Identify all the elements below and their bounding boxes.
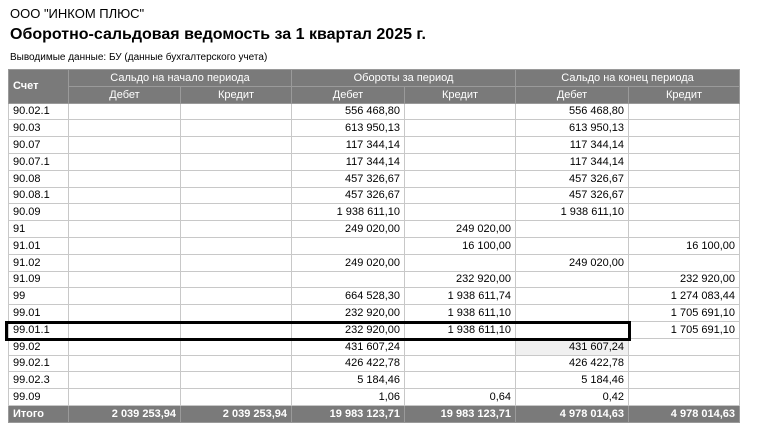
closing-debit-cell[interactable] [516, 288, 629, 305]
turnover-credit-cell[interactable] [405, 338, 516, 355]
opening-debit-cell[interactable] [69, 321, 181, 338]
account-cell[interactable]: 91.09 [9, 271, 69, 288]
closing-debit-cell[interactable]: 0,42 [516, 389, 629, 406]
account-cell[interactable]: 99.02.1 [9, 355, 69, 372]
table-row[interactable] [9, 221, 740, 238]
opening-credit-cell[interactable] [181, 221, 292, 238]
org-name: ООО "ИНКОМ ПЛЮС" [10, 6, 145, 21]
closing-debit-cell[interactable]: 426 422,78 [516, 355, 629, 372]
table-row[interactable] [9, 254, 740, 271]
table-row[interactable] [9, 120, 740, 137]
closing-debit-cell[interactable]: 431 607,24 [516, 338, 629, 355]
account-cell[interactable]: 90.02.1 [9, 103, 69, 120]
turnover-debit-cell[interactable]: 457 326,67 [292, 170, 405, 187]
turnover-debit-cell[interactable]: 426 422,78 [292, 355, 405, 372]
column-header-account[interactable]: Счет [9, 70, 69, 104]
turnover-credit-cell[interactable]: 1 938 611,10 [405, 305, 516, 322]
column-header-closing-debit[interactable]: Дебет [516, 86, 629, 103]
turnover-debit-cell[interactable] [292, 271, 405, 288]
closing-debit-cell[interactable] [516, 221, 629, 238]
column-header-turnover-credit[interactable]: Кредит [405, 86, 516, 103]
account-cell[interactable]: 90.03 [9, 120, 69, 137]
table-row[interactable] [9, 288, 740, 305]
turnover-credit-cell[interactable] [405, 170, 516, 187]
turnover-balance-table [8, 69, 740, 423]
closing-credit-cell[interactable] [629, 204, 740, 221]
report-title: Оборотно-сальдовая ведомость за 1 квартал 2025 г. [10, 26, 426, 43]
closing-credit-cell[interactable] [629, 170, 740, 187]
opening-credit-cell[interactable] [181, 305, 292, 322]
table-row[interactable] [9, 271, 740, 288]
opening-credit-cell[interactable] [181, 137, 292, 154]
turnover-debit-cell[interactable]: 249 020,00 [292, 221, 405, 238]
table-row[interactable] [9, 187, 740, 204]
closing-debit-cell[interactable] [516, 237, 629, 254]
turnover-debit-cell[interactable]: 232 920,00 [292, 305, 405, 322]
table-row[interactable] [9, 153, 740, 170]
opening-debit-cell[interactable] [69, 103, 181, 120]
turnover-credit-cell[interactable] [405, 204, 516, 221]
table-row[interactable] [9, 389, 740, 406]
opening-credit-cell[interactable] [181, 237, 292, 254]
turnover-credit-cell[interactable]: 16 100,00 [405, 237, 516, 254]
closing-credit-cell[interactable] [629, 338, 740, 355]
opening-credit-cell[interactable] [181, 187, 292, 204]
opening-debit-cell[interactable] [69, 120, 181, 137]
account-cell[interactable]: 99.02 [9, 338, 69, 355]
column-header-turnover-debit[interactable]: Дебет [292, 86, 405, 103]
account-cell[interactable]: 90.07 [9, 137, 69, 154]
table-row[interactable] [9, 305, 740, 322]
turnover-debit-cell[interactable]: 556 468,80 [292, 103, 405, 120]
table-row[interactable] [9, 170, 740, 187]
opening-debit-cell[interactable] [69, 305, 181, 322]
opening-debit-cell[interactable] [69, 288, 181, 305]
closing-debit-cell[interactable] [516, 271, 629, 288]
column-header-opening-balance[interactable]: Сальдо на начало периода [69, 70, 292, 87]
closing-credit-cell[interactable]: 1 705 691,10 [629, 321, 740, 338]
closing-credit-cell[interactable]: 232 920,00 [629, 271, 740, 288]
closing-credit-cell[interactable] [629, 137, 740, 154]
total-label: Итого [9, 405, 69, 422]
account-cell[interactable]: 99.01 [9, 305, 69, 322]
opening-credit-cell[interactable] [181, 271, 292, 288]
turnover-credit-cell[interactable] [405, 137, 516, 154]
opening-debit-cell[interactable] [69, 338, 181, 355]
closing-credit-cell[interactable] [629, 120, 740, 137]
opening-credit-cell[interactable] [181, 153, 292, 170]
report-subtitle: Выводимые данные: БУ (данные бухгалтерского учета) [10, 52, 268, 63]
total-closing-credit[interactable]: 4 978 014,63 [629, 405, 740, 422]
closing-credit-cell[interactable]: 16 100,00 [629, 237, 740, 254]
closing-credit-cell[interactable] [629, 153, 740, 170]
opening-credit-cell[interactable] [181, 321, 292, 338]
opening-credit-cell[interactable] [181, 170, 292, 187]
closing-debit-cell[interactable]: 117 344,14 [516, 153, 629, 170]
turnover-debit-cell[interactable]: 232 920,00 [292, 321, 405, 338]
account-cell[interactable]: 99.01.1 [9, 321, 69, 338]
turnover-debit-cell[interactable]: 117 344,14 [292, 153, 405, 170]
opening-credit-cell[interactable] [181, 389, 292, 406]
turnover-debit-cell[interactable]: 1,06 [292, 389, 405, 406]
total-turnover-credit[interactable]: 19 983 123,71 [405, 405, 516, 422]
account-cell[interactable]: 99.09 [9, 389, 69, 406]
turnover-debit-cell[interactable]: 5 184,46 [292, 372, 405, 389]
closing-credit-cell[interactable] [629, 187, 740, 204]
table-row[interactable] [9, 204, 740, 221]
turnover-credit-cell[interactable]: 232 920,00 [405, 271, 516, 288]
closing-debit-cell[interactable]: 5 184,46 [516, 372, 629, 389]
column-header-closing-credit[interactable]: Кредит [629, 86, 740, 103]
opening-debit-cell[interactable] [69, 237, 181, 254]
turnover-debit-cell[interactable]: 457 326,67 [292, 187, 405, 204]
opening-debit-cell[interactable] [69, 389, 181, 406]
turnover-debit-cell[interactable]: 117 344,14 [292, 137, 405, 154]
closing-credit-cell[interactable] [629, 221, 740, 238]
total-closing-debit[interactable]: 4 978 014,63 [516, 405, 629, 422]
closing-debit-cell[interactable]: 249 020,00 [516, 254, 629, 271]
closing-debit-cell[interactable]: 457 326,67 [516, 187, 629, 204]
closing-debit-cell[interactable]: 1 938 611,10 [516, 204, 629, 221]
turnover-credit-cell[interactable]: 249 020,00 [405, 221, 516, 238]
closing-debit-cell[interactable] [516, 305, 629, 322]
column-header-closing-balance[interactable]: Сальдо на конец периода [516, 70, 740, 87]
total-opening-credit[interactable]: 2 039 253,94 [181, 405, 292, 422]
closing-credit-cell[interactable] [629, 103, 740, 120]
opening-debit-cell[interactable] [69, 153, 181, 170]
opening-debit-cell[interactable] [69, 271, 181, 288]
opening-debit-cell[interactable] [69, 187, 181, 204]
table-row[interactable] [9, 355, 740, 372]
account-cell[interactable]: 90.07.1 [9, 153, 69, 170]
turnover-debit-cell[interactable]: 613 950,13 [292, 120, 405, 137]
turnover-credit-cell[interactable] [405, 372, 516, 389]
turnover-credit-cell[interactable] [405, 120, 516, 137]
closing-debit-cell[interactable]: 613 950,13 [516, 120, 629, 137]
account-cell[interactable]: 90.09 [9, 204, 69, 221]
opening-debit-cell[interactable] [69, 254, 181, 271]
account-cell[interactable]: 90.08.1 [9, 187, 69, 204]
column-header-opening-credit[interactable]: Кредит [181, 86, 292, 103]
opening-credit-cell[interactable] [181, 372, 292, 389]
turnover-credit-cell[interactable]: 1 938 611,10 [405, 321, 516, 338]
turnover-debit-cell[interactable]: 664 528,30 [292, 288, 405, 305]
turnover-credit-cell[interactable]: 1 938 611,74 [405, 288, 516, 305]
table-row[interactable] [9, 372, 740, 389]
turnover-credit-cell[interactable] [405, 153, 516, 170]
account-cell[interactable]: 91.02 [9, 254, 69, 271]
turnover-debit-cell[interactable] [292, 237, 405, 254]
closing-credit-cell[interactable] [629, 355, 740, 372]
closing-credit-cell[interactable] [629, 389, 740, 406]
opening-credit-cell[interactable] [181, 204, 292, 221]
column-header-opening-debit[interactable]: Дебет [69, 86, 181, 103]
closing-debit-cell[interactable]: 117 344,14 [516, 137, 629, 154]
opening-credit-cell[interactable] [181, 355, 292, 372]
column-header-turnover[interactable]: Обороты за период [292, 70, 516, 87]
account-cell[interactable]: 99.02.3 [9, 372, 69, 389]
opening-credit-cell[interactable] [181, 103, 292, 120]
table-row[interactable] [9, 137, 740, 154]
closing-credit-cell[interactable] [629, 254, 740, 271]
total-opening-debit[interactable]: 2 039 253,94 [69, 405, 181, 422]
closing-debit-cell[interactable] [516, 321, 629, 338]
total-turnover-debit[interactable]: 19 983 123,71 [292, 405, 405, 422]
opening-credit-cell[interactable] [181, 288, 292, 305]
turnover-credit-cell[interactable] [405, 355, 516, 372]
opening-credit-cell[interactable] [181, 254, 292, 271]
turnover-credit-cell[interactable] [405, 103, 516, 120]
closing-credit-cell[interactable]: 1 274 083,44 [629, 288, 740, 305]
opening-credit-cell[interactable] [181, 338, 292, 355]
opening-debit-cell[interactable] [69, 170, 181, 187]
opening-credit-cell[interactable] [181, 120, 292, 137]
turnover-debit-cell[interactable]: 249 020,00 [292, 254, 405, 271]
opening-debit-cell[interactable] [69, 221, 181, 238]
turnover-credit-cell[interactable]: 0,64 [405, 389, 516, 406]
turnover-debit-cell[interactable]: 1 938 611,10 [292, 204, 405, 221]
opening-debit-cell[interactable] [69, 355, 181, 372]
table-row[interactable] [9, 103, 740, 120]
closing-credit-cell[interactable]: 1 705 691,10 [629, 305, 740, 322]
total-row[interactable] [9, 405, 740, 422]
closing-debit-cell[interactable]: 457 326,67 [516, 170, 629, 187]
closing-credit-cell[interactable] [629, 372, 740, 389]
account-cell[interactable]: 90.08 [9, 170, 69, 187]
table-row[interactable] [9, 237, 740, 254]
turnover-debit-cell[interactable]: 431 607,24 [292, 338, 405, 355]
account-cell[interactable]: 91 [9, 221, 69, 238]
account-cell[interactable]: 99 [9, 288, 69, 305]
table-row[interactable] [9, 321, 740, 338]
opening-debit-cell[interactable] [69, 137, 181, 154]
table-row[interactable] [9, 338, 740, 355]
opening-debit-cell[interactable] [69, 372, 181, 389]
turnover-credit-cell[interactable] [405, 254, 516, 271]
opening-debit-cell[interactable] [69, 204, 181, 221]
turnover-credit-cell[interactable] [405, 187, 516, 204]
account-cell[interactable]: 91.01 [9, 237, 69, 254]
closing-debit-cell[interactable]: 556 468,80 [516, 103, 629, 120]
